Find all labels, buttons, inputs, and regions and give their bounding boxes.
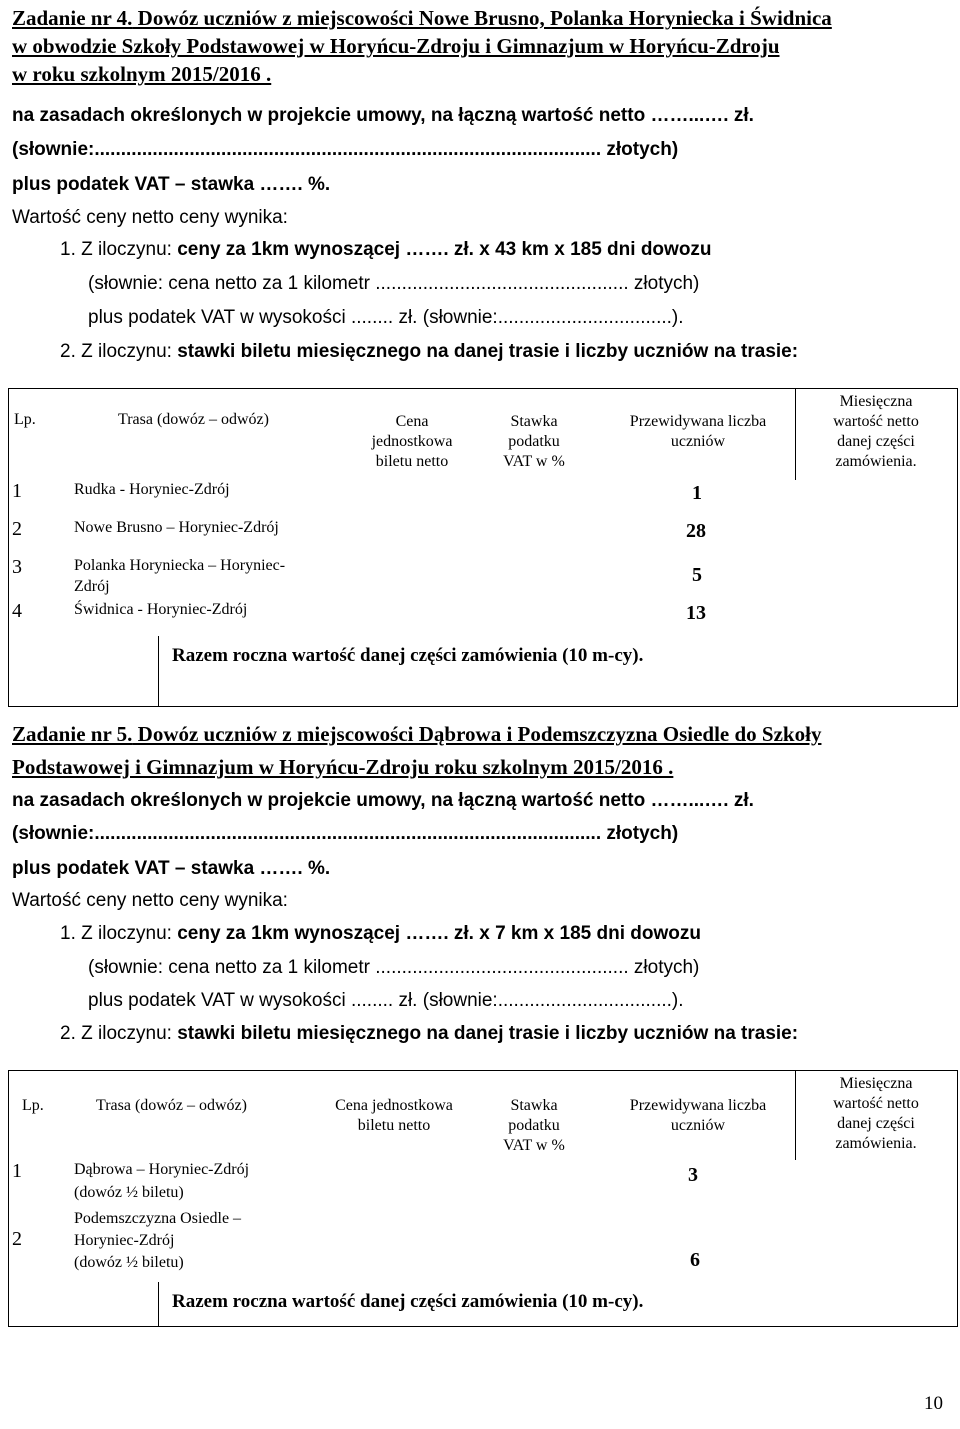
th-price-l2: jednostkowa — [371, 433, 453, 450]
t2-row1-route: Dąbrowa – Horyniec-Zdrój — [74, 1161, 250, 1178]
t2-th-value-l4: zamówienia. — [835, 1135, 917, 1152]
table-col-divider — [795, 388, 796, 480]
task4-item1 — [60, 238, 712, 262]
table-border-top — [8, 388, 957, 389]
row2-count: 28 — [686, 520, 706, 542]
th-price — [350, 412, 474, 472]
th-count — [608, 412, 788, 452]
t2-row2-route-cont: Horyniec-Zdrój — [74, 1232, 175, 1249]
th-route: Trasa (dowóz – odwóz) — [118, 411, 269, 428]
table2-border-left — [8, 1070, 9, 1327]
task4-item1-label: 1. Z iloczynu: — [60, 239, 178, 260]
task5-item1-words: (słownie: cena netto za 1 kilometr ................................................ złotych) — [88, 957, 700, 978]
task4-heading-line1 — [12, 6, 832, 30]
th-value-l1: Miesięczna — [839, 393, 913, 410]
task4-words-line: (słownie:................................................................................................ złotych) — [12, 139, 679, 160]
task5-item1 — [60, 922, 701, 946]
t2-th-price — [318, 1096, 470, 1136]
row3-count: 5 — [692, 564, 702, 586]
row3-route-cont: Zdrój — [74, 578, 110, 595]
t2-th-value-l2: wartość netto — [833, 1095, 919, 1112]
t2-th-value-l3: danej części — [837, 1115, 915, 1132]
th-count-l1: Przewidywana liczba — [629, 413, 767, 430]
task4-derivation-line: Wartość ceny netto ceny wynika: — [12, 207, 288, 228]
task5-vat-line: plus podatek VAT – stawka ……. %. — [12, 858, 331, 879]
th-price-l1: Cena — [395, 413, 429, 430]
task4-item2-formula: stawki biletu miesięcznego na danej trasie i liczby uczniów na trasie: — [177, 341, 799, 362]
t2-row2-route: Podemszczyzna Osiedle – — [74, 1210, 242, 1227]
t2-row1-lp: 1 — [12, 1160, 22, 1182]
row4-lp: 4 — [12, 600, 22, 622]
t2-row2-route-note: (dowóz ½ biletu) — [74, 1254, 184, 1271]
task4-item2 — [60, 340, 798, 364]
th-value — [804, 392, 948, 472]
task4-total-value-line: na zasadach określonych w projekcie umowy, na łączną wartość netto ……...…. zł. — [12, 105, 754, 126]
t2-th-price-l2: biletu netto — [357, 1117, 431, 1134]
task5-item2 — [60, 1022, 798, 1046]
t2-row1-route-cont: (dowóz ½ biletu) — [74, 1184, 184, 1201]
task5-item1-formula: ceny za 1km wynoszącej ……. zł. x 7 km x 185 dni dowozu — [177, 923, 701, 944]
row1-route: Rudka - Horyniec-Zdrój — [74, 481, 230, 498]
table2-border-top — [8, 1070, 957, 1071]
task5-item1-vat: plus podatek VAT w wysokości ........ zł. (słownie:.................................). — [88, 990, 684, 1011]
table2-border-right — [957, 1070, 958, 1327]
t2-th-count-l2: uczniów — [670, 1117, 726, 1134]
t2-th-vat-l2: podatku — [508, 1117, 560, 1134]
t2-th-vat-l1: Stawka — [510, 1097, 558, 1114]
row1-count: 1 — [692, 482, 702, 504]
th-lp: Lp. — [14, 411, 36, 428]
task5-item2-formula: stawki biletu miesięcznego na danej trasie i liczby uczniów na trasie: — [177, 1023, 799, 1044]
task4-vat-line: plus podatek VAT – stawka ……. %. — [12, 174, 331, 195]
th-vat-l1: Stawka — [510, 413, 558, 430]
task4-title: Dowóz uczniów z miejscowości Nowe Brusno, Polanka Horyniecka i Świdnica — [132, 6, 832, 30]
task4-item2-label: 2. Z iloczynu: — [60, 341, 178, 362]
row3-route: Polanka Horyniecka – Horyniec- — [74, 557, 286, 574]
t2-row2-lp: 2 — [12, 1228, 22, 1250]
t2-th-vat — [488, 1096, 580, 1156]
table-total-label: Razem roczna wartość danej części zamówienia (10 m-cy). — [172, 645, 644, 666]
t2-th-route: Trasa (dowóz – odwóz) — [96, 1097, 247, 1114]
page-number: 10 — [924, 1393, 943, 1414]
row4-route: Świdnica - Horyniec-Zdrój — [74, 601, 248, 618]
t2-th-value — [804, 1074, 948, 1154]
t2-row2-count: 6 — [690, 1249, 700, 1271]
th-vat-l2: podatku — [508, 433, 560, 450]
t2-th-value-l1: Miesięczna — [839, 1075, 913, 1092]
task4-item1-vat: plus podatek VAT w wysokości ........ zł. (słownie:.................................). — [88, 307, 684, 328]
table-border-left — [8, 388, 9, 707]
row1-lp: 1 — [12, 480, 22, 502]
th-price-l3: biletu netto — [375, 453, 449, 470]
th-value-l4: zamówienia. — [835, 453, 917, 470]
table-border-right — [957, 388, 958, 707]
task5-words-line: (słownie:................................................................................................ złotych) — [12, 823, 679, 844]
th-vat — [488, 412, 580, 472]
row2-route: Nowe Brusno – Horyniec-Zdrój — [74, 519, 279, 536]
t2-th-vat-l3: VAT w % — [503, 1137, 565, 1154]
task5-title: Dowóz uczniów z miejscowości Dąbrowa i Podemszczyzna Osiedle do Szkoły — [132, 722, 822, 746]
th-vat-l3: VAT w % — [503, 453, 565, 470]
table2-border-bottom — [8, 1326, 957, 1327]
task5-derivation-line: Wartość ceny netto ceny wynika: — [12, 890, 288, 911]
task5-item1-label: 1. Z iloczynu: — [60, 923, 178, 944]
task4-item1-formula: ceny za 1km wynoszącej ……. zł. x 43 km x 185 dni dowozu — [177, 239, 712, 260]
task4-heading-line3: w roku szkolnym 2015/2016 . — [12, 62, 272, 86]
task5-total-value-line: na zasadach określonych w projekcie umowy, na łączną wartość netto ……...…. zł. — [12, 790, 754, 811]
table-border-bottom — [8, 706, 957, 707]
row4-count: 13 — [686, 602, 706, 624]
task5-number: Zadanie nr 5. — [12, 722, 133, 746]
task5-heading-line1 — [12, 722, 821, 746]
row3-lp: 3 — [12, 556, 22, 578]
task5-item2-label: 2. Z iloczynu: — [60, 1023, 178, 1044]
t2-th-count-l1: Przewidywana liczba — [629, 1097, 767, 1114]
th-count-l2: uczniów — [670, 433, 726, 450]
row2-lp: 2 — [12, 518, 22, 540]
t2-th-count — [608, 1096, 788, 1136]
table2-col-divider — [795, 1070, 796, 1160]
table-total-divider — [158, 636, 159, 706]
th-value-l2: wartość netto — [833, 413, 919, 430]
task4-heading-line2: w obwodzie Szkoły Podstawowej w Horyńcu-Zdroju i Gimnazjum w Horyńcu-Zdroju — [12, 34, 780, 58]
task4-number: Zadanie nr 4. — [12, 6, 133, 30]
table2-total-label: Razem roczna wartość danej części zamówienia (10 m-cy). — [172, 1291, 644, 1312]
task4-item1-words: (słownie: cena netto za 1 kilometr ................................................ złotych) — [88, 273, 700, 294]
t2-th-lp: Lp. — [22, 1097, 44, 1114]
t2-th-price-l1: Cena jednostkowa — [335, 1097, 453, 1114]
th-value-l3: danej części — [837, 433, 915, 450]
t2-row1-count: 3 — [688, 1164, 698, 1186]
task5-heading-line2: Podstawowej i Gimnazjum w Horyńcu-Zdroju roku szkolnym 2015/2016 . — [12, 755, 674, 779]
table2-total-divider — [158, 1282, 159, 1326]
